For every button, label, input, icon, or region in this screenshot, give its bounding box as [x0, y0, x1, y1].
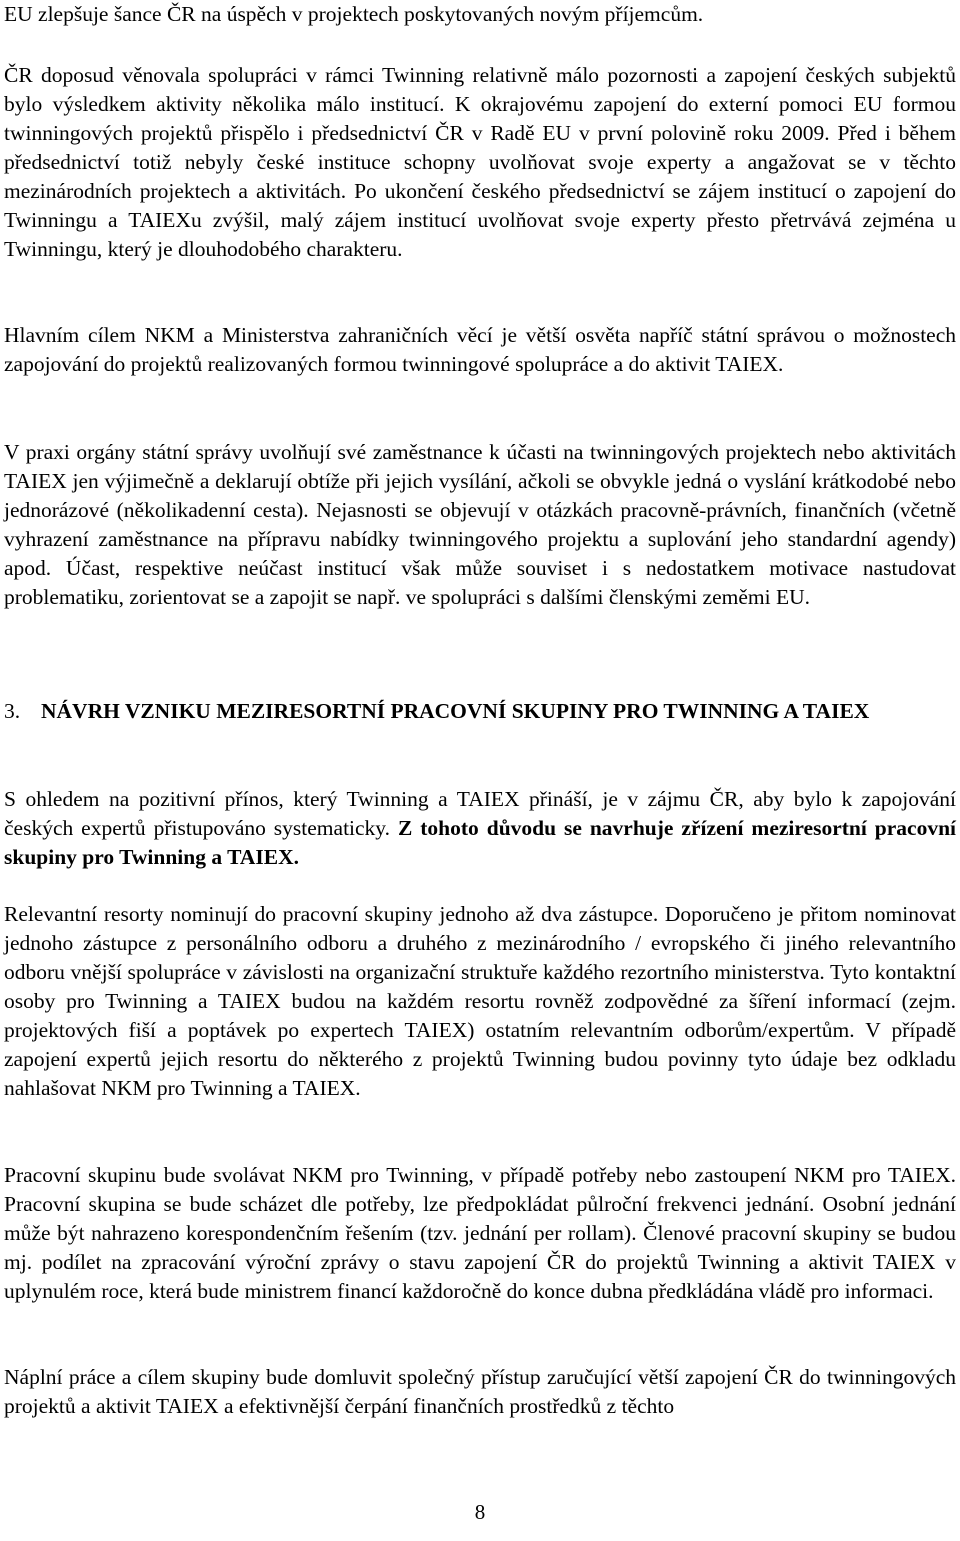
- paragraph-working-group: Pracovní skupinu bude svolávat NKM pro Twinning, v případě potřeby nebo zastoupení NKM pro TAIEX. Pracovní skupina se bude scházet dle potřeby, lze předpokládat půlroční frekvenci jednání. Osobní jednání může být nahrazeno korespondenčním řešením (tzv. jednání per rollam). Členové pracovní skupiny se budou mj. podílet na zpracování výroční zprávy o stavu zapojení ČR do projektů Twinning a aktivit TAIEX v uplynulém roce, která bude ministrem financí každoročně do konce dubna předkládána vládě pro informaci.: [4, 1163, 956, 1303]
- paragraph-group-goal: Náplní práce a cílem skupiny bude domluvit společný přístup zaručující větší zapojení ČR do twinningových projektů a aktivit TAIEX a efektivnější čerpání finančních prostředků z těchto: [4, 1365, 956, 1418]
- paragraph-proposal-text: S ohledem na pozitivní přínos, který Twinning a TAIEX přináší, je v zájmu ČR, aby bylo k zapojování českých expertů přistupováno systematicky.: [4, 787, 956, 840]
- section-number: 3.: [4, 699, 21, 723]
- paragraph-cooperation: ČR doposud věnovala spolupráci v rámci Twinning relativně málo pozornosti a zapojení českých subjektů bylo výsledkem aktivity několika málo institucí. K okrajovému zapojení do externí pomoci EU formou twinningových projektů přispělo i předsednictví ČR v Radě EU v první polovině roku 2009. Před i během předsednictví totiž nebyly české instituce schopny uvolňovat svoje experty a angažovat se v těchto mezinárodních projektech a aktivitách. Po ukončení českého předsednictví se zájem institucí o zapojení do Twinningu a TAIEXu zvýšil, malý zájem institucí uvolňovat svoje experty přesto přetrvává zejména u Twinningu, který je dlouhodobého charakteru.: [4, 63, 956, 261]
- paragraph-proposal: [4, 785, 956, 872]
- paragraph-practice: V praxi orgány státní správy uvolňují své zaměstnance k účasti na twinningových projektech nebo aktivitách TAIEX jen výjimečně a deklarují obtíže při jejich vysílání, ačkoli se obvykle jedná o vyslání krátkodobé nebo jednorázové (několikadenní cesta). Nejasnosti se objevují v otázkách pracovně-právních, finančních (včetně vyhrazení zaměstnance na přípravu nabídky twinningového projektu a suplování jeho standardní agendy) apod. Účast, respektive neúčast institucí však může souviset i s nedostatkem motivace nastudovat problematiku, zorientovat se a zapojit se např. ve spolupráci s dalšími členskými zeměmi EU.: [4, 440, 956, 609]
- paragraph-intro: EU zlepšuje šance ČR na úspěch v projektech poskytovaných novým příjemcům.: [4, 2, 704, 26]
- section-title: NÁVRH VZNIKU MEZIRESORTNÍ PRACOVNÍ SKUPINY PRO TWINNING A TAIEX: [41, 699, 870, 723]
- paragraph-nominations: Relevantní resorty nominují do pracovní skupiny jednoho až dva zástupce. Doporučeno je přitom nominovat jednoho zástupce z personálního odboru a druhého z mezinárodního / evropského či jiného relevantního odboru vnější spolupráce v závislosti na organizační struktuře každého rezortního ministerstva. Tyto kontaktní osoby pro Twinning a TAIEX budou na každém resortu rovněž zodpovědné za šíření informací (zejm. projektových fiší a poptávek po expertech TAIEX) ostatním relevantním odborům/expertům. V případě zapojení expertů jejich resortu do některého z projektů Twinning budou povinny tyto údaje bez odkladu nahlašovat NKM pro Twinning a TAIEX.: [4, 902, 956, 1100]
- section-heading: [4, 697, 956, 726]
- paragraph-proposal-bold: Z tohoto důvodu se navrhuje zřízení meziresortní pracovní skupiny pro Twinning a TAIEX.: [4, 816, 957, 869]
- page-number: 8: [474, 1500, 486, 1524]
- paragraph-main-goal: Hlavním cílem NKM a Ministerstva zahraničních věcí je větší osvěta napříč státní správou o možnostech zapojování do projektů realizovaných formou twinningové spolupráce a do aktivit TAIEX.: [4, 323, 956, 376]
